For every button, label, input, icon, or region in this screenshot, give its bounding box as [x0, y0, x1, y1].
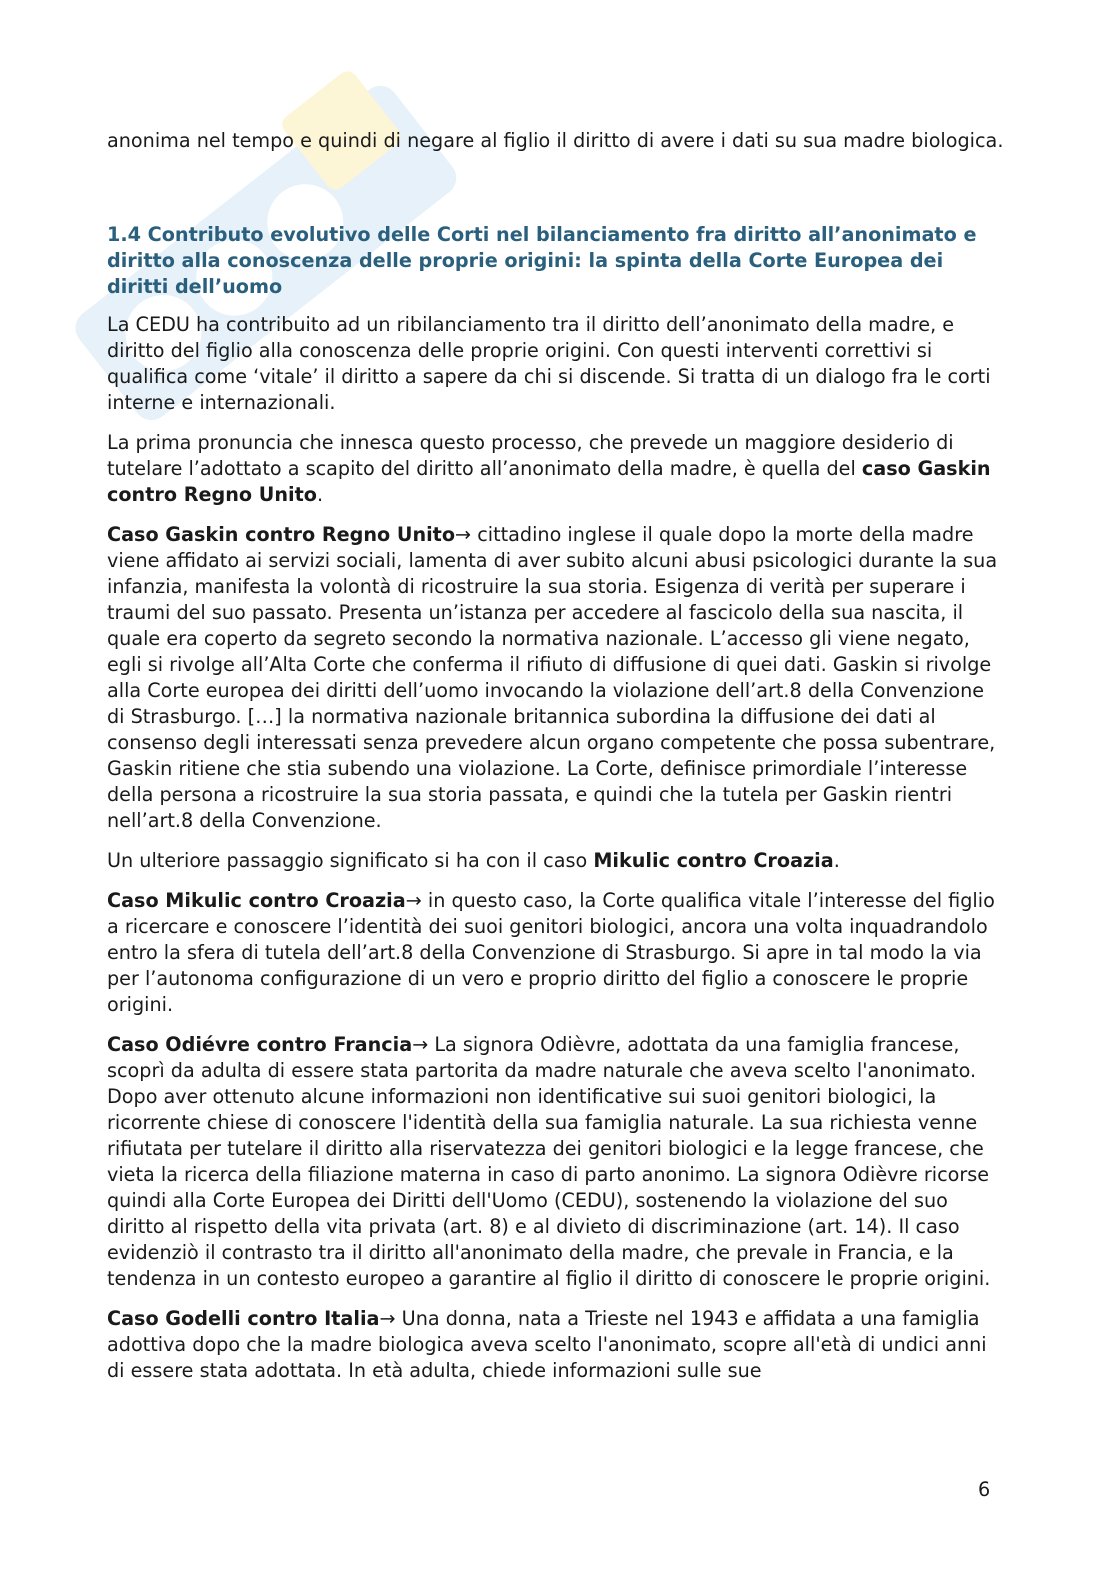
first-ruling-text: La prima pronuncia che innesca questo processo, che prevede un maggiore desiderio di tutelare l’adottato a scapito del diritto all’anonimato della madre, è quella del — [107, 431, 954, 480]
paragraph-first-ruling — [107, 430, 1007, 508]
paragraph-further — [107, 848, 1007, 874]
mikulic-title: Caso Mikulic contro Croazia — [107, 889, 406, 912]
further-end: . — [833, 849, 840, 872]
godelli-text: Una donna, nata a Trieste nel 1943 e affidata a una famiglia adottiva dopo che la madre biologica aveva scelto l'anonimato, scopre all'età di undici anni di essere stata adottata. In età adulta, chiede informazioni sulle sue — [107, 1307, 987, 1382]
document-page — [107, 128, 1007, 1398]
page-number: 6 — [978, 1478, 991, 1501]
section-heading: 1.4 Contributo evolutivo delle Corti nel bilanciamento fra diritto all’anonimato e diritto alla conoscenza delle proprie origini: la spinta della Corte Europea dei diritti dell’uomo — [107, 223, 977, 298]
intro-paragraph: anonima nel tempo e quindi di negare al figlio il diritto di avere i dati su sua madre biologica. — [107, 129, 1004, 152]
first-ruling-end: . — [316, 483, 324, 506]
godelli-title: Caso Godelli contro Italia — [107, 1307, 380, 1330]
paragraph-gaskin — [107, 522, 1007, 834]
paragraph-odievre — [107, 1032, 1007, 1292]
section-gap — [107, 168, 1007, 222]
arrow-icon: → — [405, 889, 422, 912]
mikulic-text: in questo caso, la Corte qualifica vitale l’interesse del figlio a ricercare e conoscere l’identità dei suoi genitori biologici, ancora una volta inquadrandolo entro la sfera di tutela dell’art.8 della Convenzione di Strasburgo. Si apre in tal modo la via per l’autonoma configurazione di un vero e proprio diritto del figlio a conoscere le proprie origini. — [107, 889, 995, 1016]
paragraph-cedu: La CEDU ha contribuito ad un ribilanciamento tra il diritto dell’anonimato della madre, e diritto del figlio alla conoscenza delle proprie origini. Con questi interventi correttivi si qualifica come ‘vitale’ il diritto a sapere da chi si discende. Si tratta di un dialogo fra le corti interne e internazionali. — [107, 313, 991, 414]
gaskin-text: cittadino inglese il quale dopo la morte della madre viene affidato ai servizi sociali, lamenta di aver subito alcuni abusi psicologici durante la sua infanzia, manifesta la volontà di ricostruire la sua storia. Esigenza di verità per superare i traumi del suo passato. Presenta un’istanza per accedere al fascicolo della sua nascita, il quale era coperto da segreto secondo la normativa nazionale. L’accesso gli viene negato, egli si rivolge all’Alta Corte che conferma il rifiuto di diffusione di quei dati. Gaskin si rivolge alla Corte europea dei diritti dell’uomo invocando la violazione dell’art.8 della Convenzione di Strasburgo. […] la normativa nazionale britannica subordina la diffusione dei dati al consenso degli interessati senza prevedere alcun organo competente che possa subentrare, Gaskin ritiene che stia subendo una violazione. La Corte, definisce primordiale l’interesse della persona a ricostruire la sua storia passata, e quindi che la tutela per Gaskin rientri nell’art.8 della Convenzione. — [107, 523, 998, 832]
arrow-icon: → — [379, 1307, 396, 1330]
gaskin-title: Caso Gaskin contro Regno Unito — [107, 523, 456, 546]
arrow-icon: → — [412, 1033, 429, 1056]
further-case: Mikulic contro Croazia — [593, 849, 834, 872]
odievre-text: La signora Odièvre, adottata da una famiglia francese, scoprì da adulta di essere stata partorita da madre naturale che aveva scelto l'anonimato. Dopo aver ottenuto alcune informazioni non identificative sui suoi genitori biologici, la ricorrente chiese di conoscere l'identità della sua famiglia naturale. La sua richiesta venne rifiutata per tutelare il diritto alla riservatezza dei genitori biologici e la legge francese, che vieta la ricerca della filiazione materna in caso di parto anonimo. La signora Odièvre ricorse quindi alla Corte Europea dei Diritti dell'Uomo (CEDU), sostenendo la violazione del suo diritto al rispetto della vita privata (art. 8) e al divieto di discriminazione (art. 14). Il caso evidenziò il contrasto tra il diritto all'anonimato della madre, che prevale in Francia, e la tendenza in un contesto europeo a garantire al figlio il diritto di conoscere le proprie origini. — [107, 1033, 991, 1290]
further-text: Un ulteriore passaggio significato si ha con il caso — [107, 849, 594, 872]
paragraph-mikulic — [107, 888, 1007, 1018]
arrow-icon: → — [455, 523, 472, 546]
paragraph-godelli — [107, 1306, 1007, 1384]
first-ruling-case: caso Gaskin contro Regno Unito — [107, 457, 991, 506]
odievre-title: Caso Odiévre contro Francia — [107, 1033, 413, 1056]
